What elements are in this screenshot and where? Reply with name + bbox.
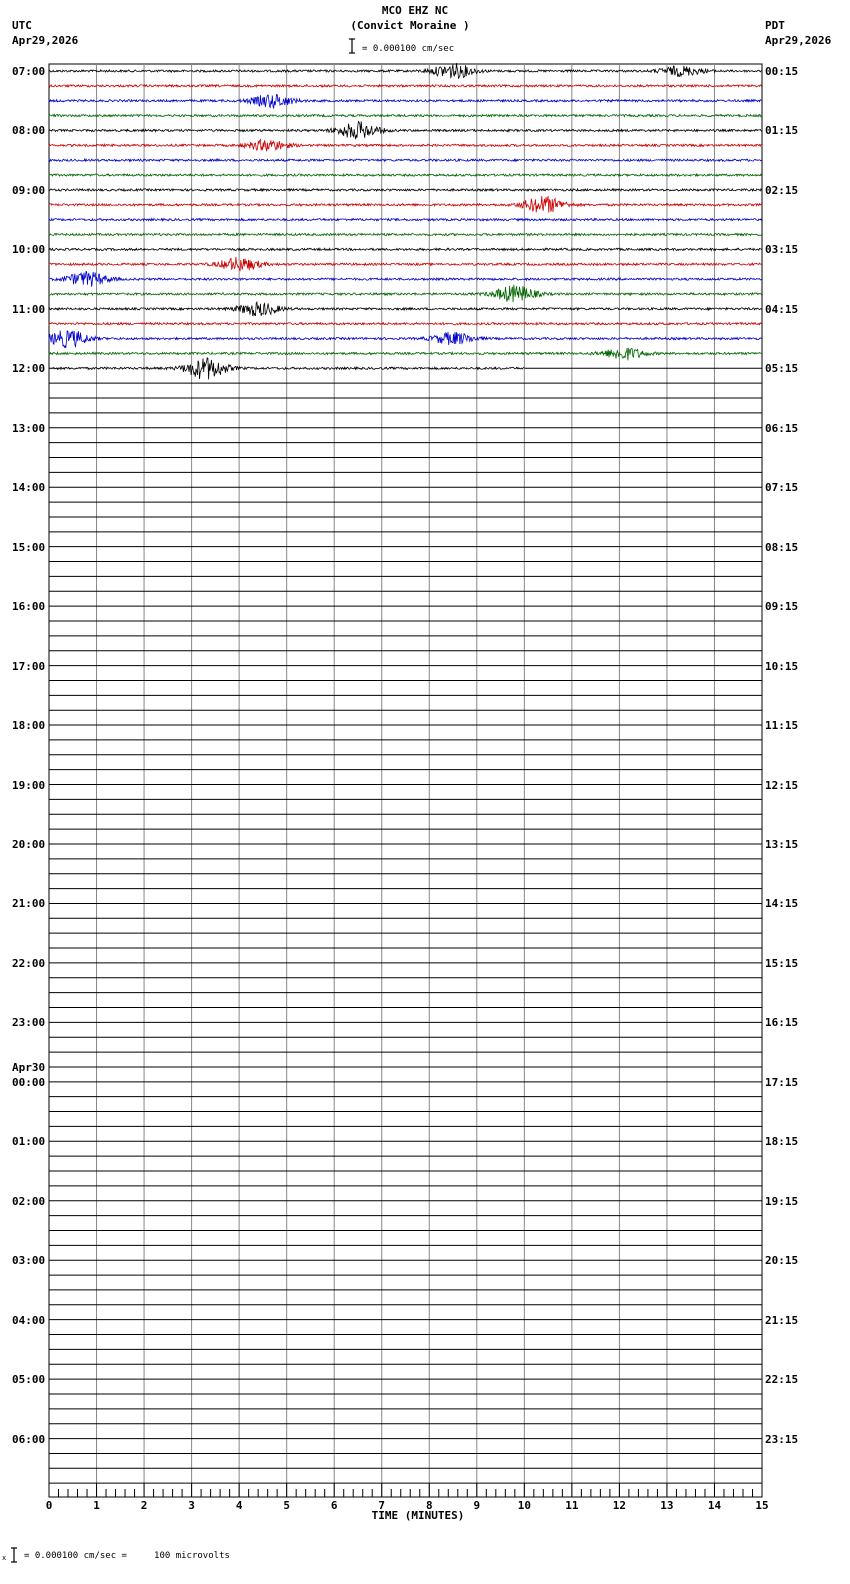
left-hour-label: 00:00 bbox=[12, 1075, 46, 1089]
left-hour-label: 04:00 bbox=[12, 1313, 46, 1327]
site-name: (Convict Moraine ) bbox=[350, 19, 470, 32]
right-hour-label: 11:15 bbox=[765, 719, 799, 733]
seismic-trace bbox=[49, 271, 762, 287]
left-hour-label: 21:00 bbox=[12, 897, 46, 911]
seismic-trace bbox=[49, 331, 762, 348]
left-hour-label: 02:00 bbox=[12, 1194, 46, 1208]
seismic-trace bbox=[49, 115, 762, 117]
seismic-trace bbox=[49, 85, 762, 87]
seismic-trace bbox=[49, 140, 762, 152]
seismic-trace bbox=[49, 302, 762, 316]
right-hour-label: 10:15 bbox=[765, 659, 799, 673]
x-tick-label: 0 bbox=[45, 1499, 53, 1512]
right-date: Apr29,2026 bbox=[765, 34, 832, 47]
x-tick-label: 3 bbox=[188, 1499, 195, 1512]
left-hour-label: 03:00 bbox=[12, 1254, 46, 1268]
left-hour-label: 15:00 bbox=[12, 540, 46, 554]
x-tick-label: 7 bbox=[378, 1499, 386, 1512]
left-date: Apr29,2026 bbox=[12, 34, 79, 47]
x-tick-label: 9 bbox=[473, 1499, 481, 1512]
right-timezone: PDT bbox=[765, 19, 785, 32]
date-change-label: Apr30 bbox=[12, 1060, 46, 1074]
svg-text:x: x bbox=[2, 1554, 7, 1562]
right-hour-label: 20:15 bbox=[765, 1254, 799, 1268]
seismic-trace bbox=[49, 248, 762, 250]
left-hour-label: 18:00 bbox=[12, 719, 46, 733]
x-tick-label: 14 bbox=[707, 1499, 722, 1512]
seismic-trace bbox=[49, 257, 762, 271]
right-hour-label: 03:15 bbox=[765, 243, 799, 257]
right-hour-label: 12:15 bbox=[765, 778, 799, 792]
left-hour-label: 14:00 bbox=[12, 481, 46, 495]
left-hour-label: 06:00 bbox=[12, 1432, 46, 1446]
left-hour-label: 20:00 bbox=[12, 837, 46, 851]
seismic-trace bbox=[49, 174, 762, 176]
x-axis-label: TIME (MINUTES) bbox=[371, 1509, 465, 1522]
left-hour-label: 09:00 bbox=[12, 183, 46, 197]
left-hour-label: 22:00 bbox=[12, 956, 46, 970]
seismic-trace bbox=[49, 63, 762, 79]
x-tick-label: 4 bbox=[235, 1499, 243, 1512]
right-hour-label: 18:15 bbox=[765, 1135, 799, 1149]
right-hour-label: 13:15 bbox=[765, 837, 799, 851]
trace-layer bbox=[49, 63, 762, 379]
left-hour-label: 13:00 bbox=[12, 421, 46, 435]
x-tick-label: 12 bbox=[612, 1499, 627, 1512]
right-hour-label: 00:15 bbox=[765, 65, 799, 78]
right-hour-label: 21:15 bbox=[765, 1313, 799, 1327]
right-hour-label: 17:15 bbox=[765, 1075, 799, 1089]
x-tick-label: 11 bbox=[565, 1499, 579, 1512]
seismic-trace bbox=[49, 348, 762, 360]
footer-scale-icon bbox=[0, 1545, 20, 1565]
seismic-trace bbox=[49, 196, 762, 212]
x-tick-label: 2 bbox=[140, 1499, 148, 1512]
x-tick-label: 1 bbox=[93, 1499, 100, 1512]
x-tick-label: 6 bbox=[330, 1499, 338, 1512]
left-hour-label: 08:00 bbox=[12, 124, 46, 138]
seismic-trace bbox=[49, 159, 762, 161]
x-tick-label: 13 bbox=[660, 1499, 674, 1512]
right-hour-label: 08:15 bbox=[765, 540, 799, 554]
x-tick-label: 15 bbox=[755, 1499, 769, 1512]
seismic-trace bbox=[49, 219, 762, 221]
left-hour-label: 01:00 bbox=[12, 1135, 46, 1149]
x-tick-label: 8 bbox=[425, 1499, 433, 1512]
left-hour-label: 05:00 bbox=[12, 1373, 46, 1387]
seismic-trace bbox=[49, 323, 762, 325]
seismic-trace bbox=[49, 121, 762, 139]
left-hour-label: 10:00 bbox=[12, 243, 46, 257]
scale-bar-icon bbox=[351, 38, 353, 54]
right-hour-label: 23:15 bbox=[765, 1432, 799, 1446]
right-hour-label: 09:15 bbox=[765, 600, 799, 614]
left-hour-label: 16:00 bbox=[12, 600, 46, 614]
right-hour-label: 19:15 bbox=[765, 1194, 799, 1208]
right-hour-label: 15:15 bbox=[765, 956, 799, 970]
left-hour-label: 12:00 bbox=[12, 362, 46, 376]
left-timezone: UTC bbox=[12, 19, 32, 32]
right-hour-label: 07:15 bbox=[765, 481, 799, 495]
left-hour-label: 07:00 bbox=[12, 65, 46, 78]
seismic-trace bbox=[49, 285, 762, 303]
left-hour-label: 17:00 bbox=[12, 659, 46, 673]
seismic-trace bbox=[49, 95, 762, 109]
left-hour-label: 11:00 bbox=[12, 302, 46, 316]
seismic-trace bbox=[49, 233, 762, 235]
station-title: MCO EHZ NC bbox=[381, 4, 449, 17]
left-hour-label: 19:00 bbox=[12, 778, 46, 792]
right-hour-label: 05:15 bbox=[765, 362, 799, 376]
right-hour-label: 16:15 bbox=[765, 1016, 799, 1030]
right-hour-label: 04:15 bbox=[765, 302, 799, 316]
seismic-trace bbox=[49, 189, 762, 191]
x-axis-ticks bbox=[49, 1483, 762, 1497]
scale-label: = 0.000100 cm/sec bbox=[362, 44, 455, 54]
x-tick-label: 10 bbox=[517, 1499, 531, 1512]
left-hour-label: 23:00 bbox=[12, 1016, 46, 1030]
right-hour-label: 14:15 bbox=[765, 897, 799, 911]
x-tick-label: 5 bbox=[283, 1499, 290, 1512]
right-hour-label: 01:15 bbox=[765, 124, 799, 138]
right-hour-label: 22:15 bbox=[765, 1373, 799, 1387]
footer-calibration: = 0.000100 cm/sec = 100 microvolts bbox=[24, 1551, 230, 1561]
right-hour-label: 02:15 bbox=[765, 183, 799, 197]
right-hour-label: 06:15 bbox=[765, 421, 799, 435]
